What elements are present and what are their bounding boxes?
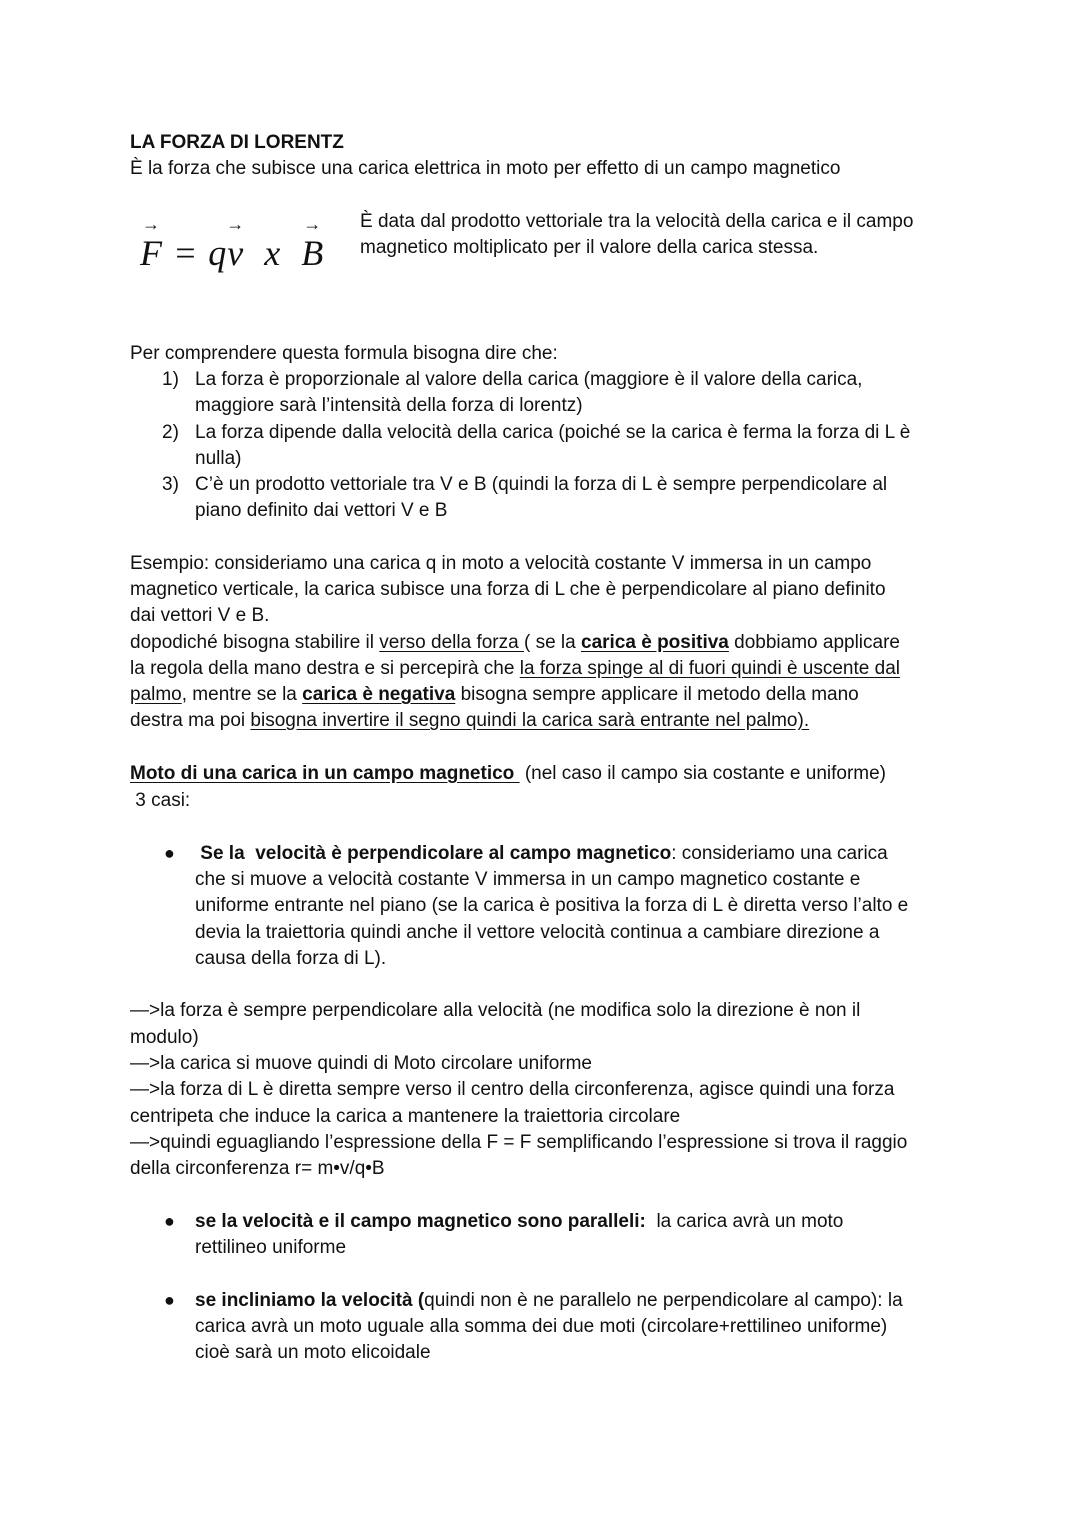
example-line: la regola della mano destra e si percepirà che la forza spinge al di fuori quindi è uscente dal xyxy=(130,658,900,679)
arrow-line: centripeta che induce la carica a mantenere la traiettoria circolare xyxy=(130,1106,681,1127)
list-number: 3) xyxy=(162,474,179,495)
list-item-line: La forza dipende dalla velocità della carica (poiché se la carica è ferma la forza di L è xyxy=(195,422,911,443)
formula-description-line: magnetico moltiplicato per il valore della carica stessa. xyxy=(360,237,819,258)
case-line: causa della forza di L). xyxy=(195,948,387,969)
example-line: destra ma poi bisogna invertire il segno quindi la carica sarà entrante nel palmo). xyxy=(130,710,810,731)
list-item-line: La forza è proporzionale al valore della carica (maggiore è il valore della carica, xyxy=(195,369,863,390)
case-line: uniforme entrante nel piano (se la carica è positiva la forza di L è diretta verso l’alto e xyxy=(195,895,909,916)
list-intro: Per comprendere questa formula bisogna dire che: xyxy=(130,343,558,364)
example-line: dopodiché bisogna stabilire il verso della forza ( se la carica è positiva dobbiamo applicare xyxy=(130,632,900,653)
example-line: magnetico verticale, la carica subisce una forza di L che è perpendicolare al piano definito xyxy=(130,579,886,600)
arrow-line: —>la carica si muove quindi di Moto circolare uniforme xyxy=(130,1053,593,1074)
arrow-line: —>la forza è sempre perpendicolare alla velocità (ne modifica solo la direzione è non il xyxy=(130,1000,861,1021)
arrow-line: della circonferenza r= m•v/q•B xyxy=(130,1158,385,1179)
list-item-line: C’è un prodotto vettoriale tra V e B (quindi la forza di L è sempre perpendicolare al xyxy=(195,474,888,495)
bullet-icon: ● xyxy=(164,843,175,863)
lorentz-formula: → F = q→ v x → B xyxy=(140,232,324,274)
list-number: 2) xyxy=(162,422,179,443)
page-title: LA FORZA DI LORENTZ xyxy=(130,132,344,153)
case-line: cioè sarà un moto elicoidale xyxy=(195,1342,431,1363)
case-line: devia la traiettoria quindi anche il vettore velocità continua a cambiare direzione a xyxy=(195,922,880,943)
list-number: 1) xyxy=(162,369,179,390)
bullet-icon: ● xyxy=(164,1290,175,1310)
formula-description-line: È data dal prodotto vettoriale tra la velocità della carica e il campo xyxy=(360,211,914,232)
case-line: se la velocità e il campo magnetico sono paralleli: la carica avrà un moto xyxy=(195,1211,844,1232)
case-line: Se la velocità è perpendicolare al campo magnetico: consideriamo una carica xyxy=(195,843,888,864)
section-heading: Moto di una carica in un campo magnetico (nel caso il campo sia costante e uniforme) xyxy=(130,763,887,784)
case-line: carica avrà un moto uguale alla somma dei due moti (circolare+rettilineo uniforme) xyxy=(195,1316,888,1337)
example-line: Esempio: consideriamo una carica q in moto a velocità costante V immersa in un campo xyxy=(130,553,872,574)
case-line: che si muove a velocità costante V immersa in un campo magnetico costante e xyxy=(195,869,861,890)
intro-text: È la forza che subisce una carica elettrica in moto per effetto di un campo magnetico xyxy=(130,158,841,179)
list-item-line: nulla) xyxy=(195,448,242,469)
case-line: se incliniamo la velocità (quindi non è ne parallelo ne perpendicolare al campo): la xyxy=(195,1290,903,1311)
bullet-icon: ● xyxy=(164,1211,175,1231)
arrow-line: —>la forza di L è diretta sempre verso il centro della circonferenza, agisce quindi una forza xyxy=(130,1079,895,1100)
case-line: rettilineo uniforme xyxy=(195,1237,347,1258)
list-item-line: maggiore sarà l’intensità della forza di lorentz) xyxy=(195,395,583,416)
arrow-line: —>quindi eguagliando l’espressione della F = F semplificando l’espressione si trova il raggio xyxy=(130,1132,908,1153)
example-line: palmo, mentre se la carica è negativa bisogna sempre applicare il metodo della mano xyxy=(130,684,859,705)
list-item-line: piano definito dai vettori V e B xyxy=(195,500,448,521)
example-line: dai vettori V e B. xyxy=(130,605,270,626)
cases-count: 3 casi: xyxy=(130,790,191,811)
arrow-line: modulo) xyxy=(130,1027,199,1048)
